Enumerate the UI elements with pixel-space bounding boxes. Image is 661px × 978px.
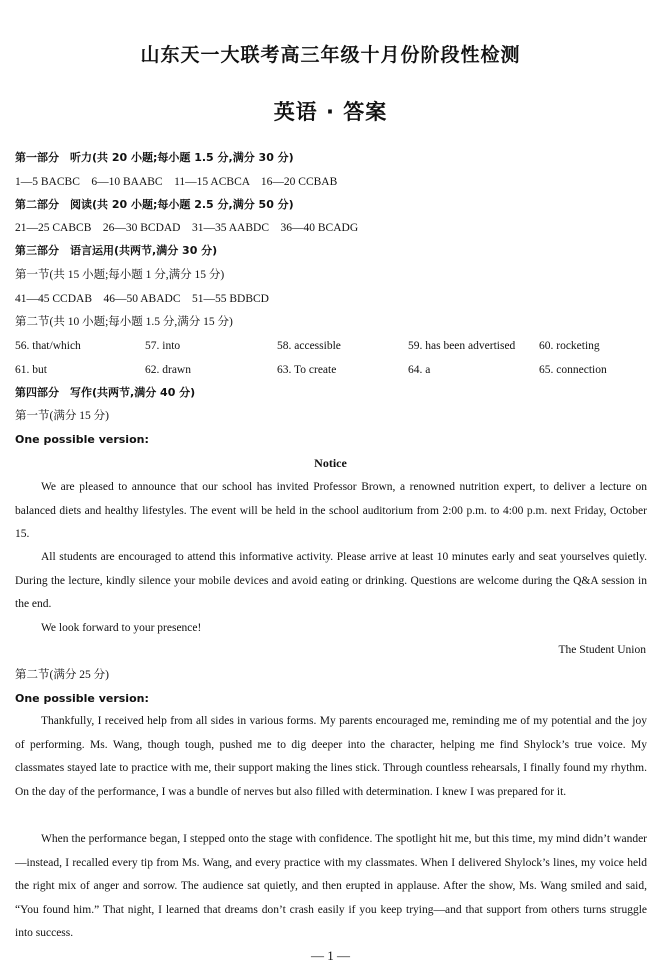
- notice-signature: The Student Union: [558, 644, 646, 656]
- part3-section2-heading: 第二节(共 10 小题;每小题 1.5 分,满分 15 分): [15, 316, 233, 328]
- part4-section2-heading: 第二节(满分 25 分): [15, 669, 109, 681]
- part1-answers: 1—5 BACBC 6—10 BAABC 11—15 ACBCA 16—20 CCBAB: [15, 176, 338, 188]
- notice-paragraph-3: We look forward to your presence!: [41, 622, 202, 634]
- answer-58: 58. accessible: [277, 340, 341, 352]
- notice-paragraph-2: All students are encouraged to attend this informative activity. Please arrive at least 10 minutes early and seat yourselves quietly. During the lecture, kindly silence your mobile devices and avoid eating or drinking. Questions are welcome during the Q&A session in the end.: [15, 551, 647, 610]
- part1-heading: 第一部分 听力(共 20 小题;每小题 1.5 分,满分 30 分): [15, 151, 294, 164]
- answer-60: 60. rocketing: [539, 340, 600, 352]
- essay-paragraph-1: Thankfully, I received help from all sides in various forms. My parents encouraged me, reminding me of my potential and the joy of performing. Ms. Wang, though tough, pushed me to dig deeper into the character, helping me find Shylock’s true voice. My classmates stayed late to practice with me, their support making the lines stick. Through countless rehearsals, I finally found my rhythm. On the day of the performance, I was a bundle of nerves but also filled with determination. I knew I was prepared for it.: [15, 715, 647, 798]
- subject-title: 英语 · 答案: [273, 100, 388, 124]
- answer-57: 57. into: [145, 340, 181, 352]
- essay-paragraph-2: When the performance began, I stepped onto the stage with confidence. The spotlight hit me, but this time, my mind didn’t wander—instead, I recalled every tip from Ms. Wang, and every practice with my classmates. When I delivered Shylock’s lines, my voice held the right mix of anger and sorrow. The audience sat quietly, and then erupted in applause. After the show, Ms. Wang smiled and said, “You found him.” That night, I learned that dreams don’t crash easily if you keep trying—and that support from others turns struggle into success.: [15, 833, 647, 939]
- page-number: — 1 —: [311, 948, 350, 963]
- part2-answers: 21—25 CABCB 26—30 BCDAD 31—35 AABDC 36—40 BCADG: [15, 222, 359, 234]
- part3-heading: 第三部分 语言运用(共两节,满分 30 分): [15, 244, 218, 257]
- part3-section1-heading: 第一节(共 15 小题;每小题 1 分,满分 15 分): [15, 269, 225, 281]
- answer-65: 65. connection: [539, 364, 607, 376]
- notice-paragraph-1: We are pleased to announce that our school has invited Professor Brown, a renowned nutrition expert, to deliver a lecture on balanced diets and healthy lifestyles. The event will be held in the school auditorium from 2:00 p.m. to 4:00 p.m. next Friday, October 15.: [15, 481, 647, 540]
- answer-64: 64. a: [408, 364, 431, 376]
- exam-title: 山东天一大联考高三年级十月份阶段性检测: [140, 44, 521, 66]
- part2-heading: 第二部分 阅读(共 20 小题;每小题 2.5 分,满分 50 分): [15, 198, 294, 211]
- answer-61: 61. but: [15, 364, 47, 376]
- answer-56: 56. that/which: [15, 340, 81, 352]
- version-label-2: One possible version:: [15, 692, 149, 705]
- answer-63: 63. To create: [277, 364, 337, 376]
- answer-59: 59. has been advertised: [408, 340, 516, 352]
- notice-title: Notice: [314, 456, 347, 470]
- version-label-1: One possible version:: [15, 433, 149, 446]
- part4-heading: 第四部分 写作(共两节,满分 40 分): [15, 386, 196, 399]
- part3-section1-answers: 41—45 CCDAB 46—50 ABADC 51—55 BDBCD: [15, 293, 269, 305]
- answer-62: 62. drawn: [145, 364, 191, 376]
- part4-section1-heading: 第一节(满分 15 分): [15, 410, 109, 422]
